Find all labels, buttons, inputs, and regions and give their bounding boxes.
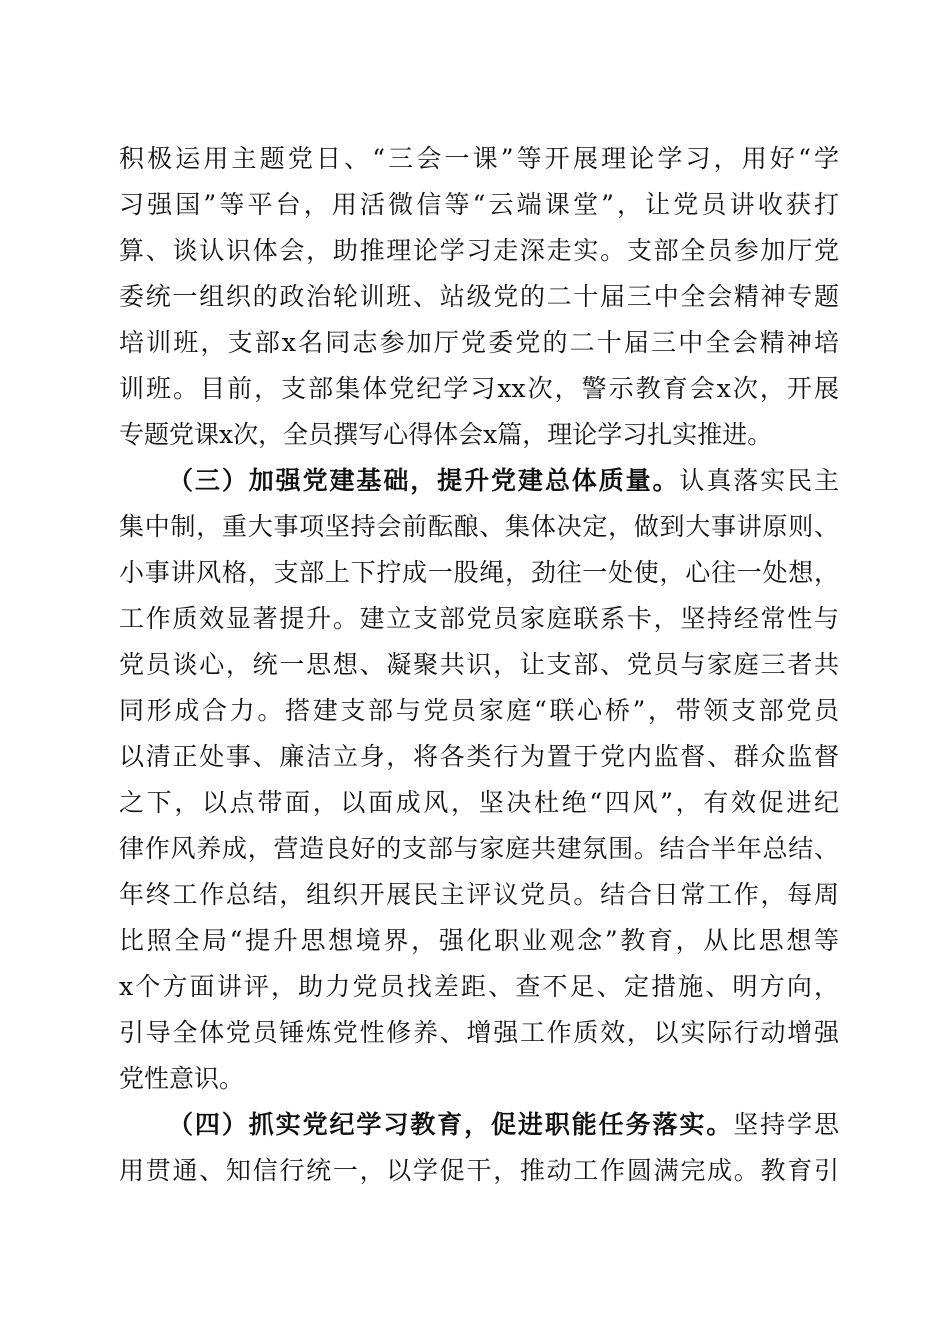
paragraph-2-line: 小事讲风格，支部上下拧成一股绳，劲往一处使，心往一处想， — [119, 558, 839, 587]
paragraph-1-line: 积极运用主题党日、“三会一课”等开展理论学习，用好“学 — [119, 144, 839, 173]
paragraph-2-line: 年终工作总结，组织开展民主评议党员。结合日常工作，每周 — [119, 880, 839, 909]
paragraph-2-line: x个方面讲评，助力党员找差距、查不足、定措施、明方向， — [119, 972, 839, 1001]
paragraph-2-line: 引导全体党员锤炼党性修养、增强工作质效，以实际行动增强 — [119, 1018, 839, 1047]
paragraph-2-first-line — [168, 458, 839, 504]
paragraph-2-line: 律作风养成，营造良好的支部与家庭共建氛围。结合半年总结、 — [119, 834, 839, 863]
paragraph-2-line: 之下，以点带面，以面成风，坚决杜绝“四风”，有效促进纪 — [119, 788, 839, 817]
paragraph-1-line: 专题党课x次，全员撰写心得体会x篇，理论学习扎实推进。 — [119, 420, 773, 449]
section-heading-4: （四）抓实党纪学习教育，促进职能任务落实。 — [168, 1110, 734, 1139]
paragraph-2-line: 同形成合力。搭建支部与党员家庭“联心桥”，带领支部党员 — [119, 696, 839, 725]
paragraph-2-line: 比照全局“提升思想境界，强化职业观念”教育，从比思想等 — [119, 926, 839, 955]
paragraph-3-first-line — [168, 1102, 839, 1148]
paragraph-1-line: 算、谈认识体会，助推理论学习走深走实。支部全员参加厅党 — [119, 236, 839, 265]
paragraph-1-line: 委统一组织的政治轮训班、站级党的二十届三中全会精神专题 — [119, 282, 839, 311]
paragraph-3-line: 用贯通、知信行统一，以学促干，推动工作圆满完成。教育引 — [119, 1156, 839, 1185]
paragraph-2-line: 党性意识。 — [119, 1064, 245, 1093]
paragraph-2-line: 工作质效显著提升。建立支部党员家庭联系卡，坚持经常性与 — [119, 604, 839, 633]
section-heading-3: （三）加强党建基础，提升党建总体质量。 — [168, 466, 680, 495]
paragraph-3-first-line-text: 坚持学思 — [733, 1110, 839, 1139]
paragraph-1-line: 习强国”等平台，用活微信等“云端课堂”，让党员讲收获打 — [119, 190, 839, 219]
paragraph-1-line: 训班。目前，支部集体党纪学习xx次，警示教育会x次，开展 — [119, 374, 839, 403]
paragraph-2-first-line-text: 认真落实民主 — [679, 466, 839, 495]
paragraph-2-line: 以清正处事、廉洁立身，将各类行为置于党内监督、群众监督 — [119, 742, 839, 771]
paragraph-2-line: 党员谈心，统一思想、凝聚共识，让支部、党员与家庭三者共 — [119, 650, 839, 679]
paragraph-1-line: 培训班，支部x名同志参加厅党委党的二十届三中全会精神培 — [119, 328, 839, 357]
paragraph-2-line: 集中制，重大事项坚持会前酝酿、集体决定，做到大事讲原则、 — [119, 512, 839, 541]
